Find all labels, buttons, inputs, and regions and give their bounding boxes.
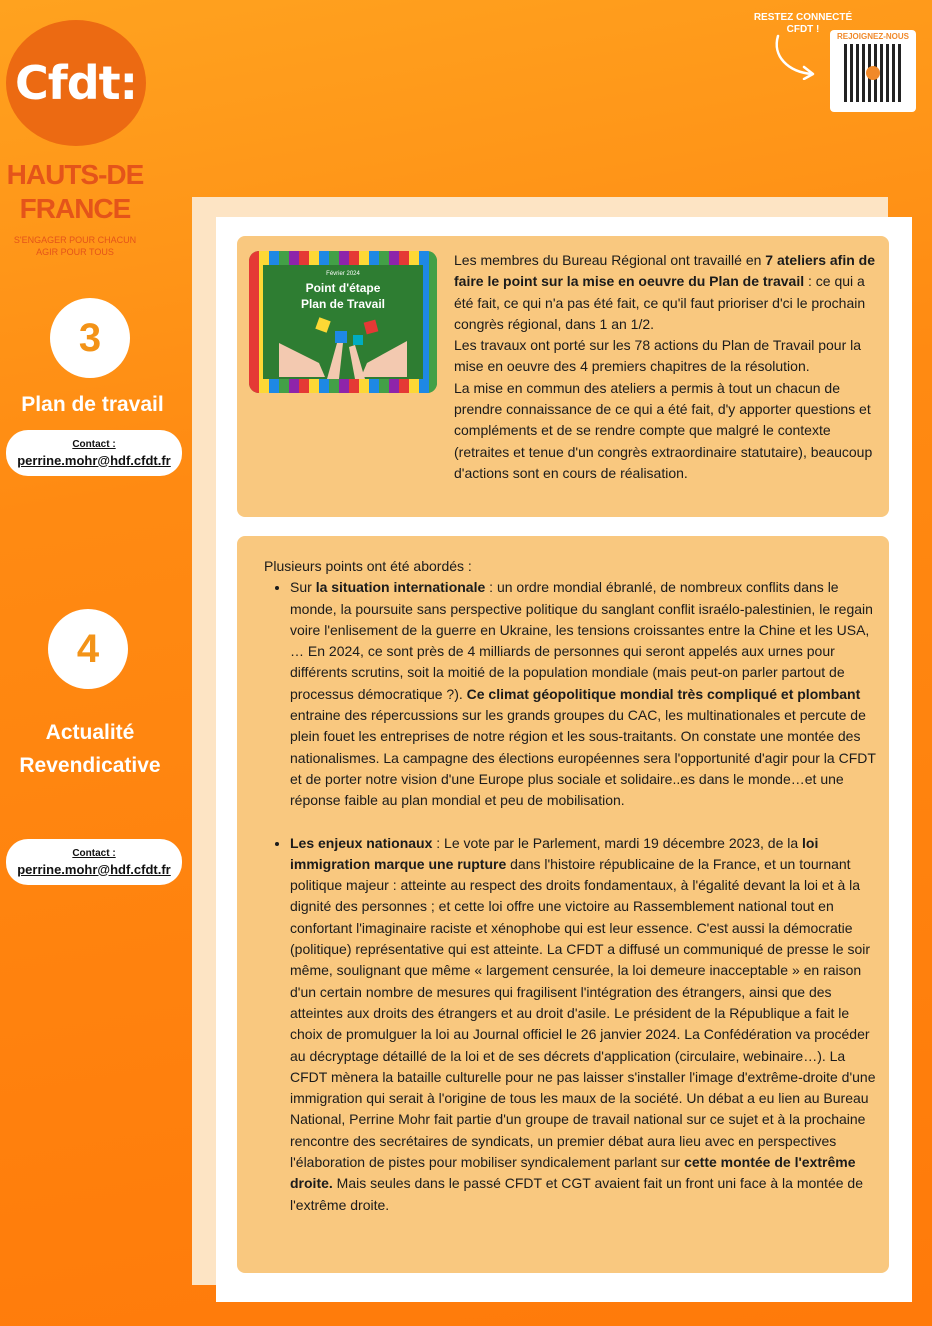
qr-code-icon: [844, 44, 902, 102]
section-number-3: 3: [50, 298, 130, 378]
region-name: [0, 158, 150, 226]
text-run: : ce qui a été fait, ce qui n'a pas été fait, ce qu'il faut prioriser d'ci le prochain congrès régional, dans 1 an 1/2.: [454, 273, 866, 332]
region-line-1: HAUTS-DE: [6, 159, 144, 190]
curved-arrow-icon: [770, 34, 820, 80]
contact-email-link[interactable]: perrine.mohr@hdf.cfdt.fr: [17, 861, 171, 877]
intro-paragraph-1: [454, 250, 878, 335]
points-list: [264, 577, 880, 1216]
bold-run: Ce climat géopolitique mondial très compliqué et plombant: [466, 685, 861, 702]
intro-paragraph-3: La mise en commun des ateliers a permis à tout un chacun de prendre connaissance de ce qui a été fait, d'y apporter questions et compléments et de se rendre compte que malgré le contexte (retraites et tenue d'un congrès extraordinaire statutaire), beaucoup d'actions sont en cours de réalisation.: [454, 379, 873, 481]
text-run: : un ordre mondial ébranlé, de nombreux conflits dans le monde, la poursuite sans perspective politique du sanglant conflit israélo-palestinien, le regain voire l'enlisement de la guerre en Ukraine, les tensions croissantes entre la Chine et les USA, … En 2024, ce sont près de 4 milliards de personnes qui seront appelés aux urnes pour différents scrutins, soit la moitié de la population mondiale (mais peut-on parler partout de processus démocratique ?).: [290, 579, 873, 702]
bold-run: Les enjeux nationaux: [290, 834, 433, 851]
logo-text: Cfdt:: [14, 56, 138, 110]
illustration-date: Février 2024: [326, 271, 360, 277]
tagline-line-1: S'ENGAGER POUR CHACUN: [13, 235, 137, 245]
text-run: Sur: [290, 579, 316, 596]
bold-run: 7 ateliers afin de faire le point sur la mise en oeuvre du Plan de travail: [454, 252, 876, 290]
contact-email-link[interactable]: perrine.mohr@hdf.cfdt.fr: [17, 452, 171, 468]
section-title-line: Plan de travail: [21, 393, 164, 416]
illustration-title-line-2: Plan de Travail: [300, 297, 386, 311]
puzzle-illustration: [249, 251, 437, 393]
text-run: Les membres du Bureau Régional ont travaillé en: [454, 252, 766, 268]
qr-code[interactable]: [830, 30, 916, 112]
points-lead: Plusieurs points ont été abordés :: [264, 558, 472, 574]
list-item: [290, 577, 880, 811]
contact-card-1: [6, 430, 182, 476]
text-run: Mais seules dans le passé CFDT et CGT avaient fait un front uni face à la montée de l'extrême droite.: [290, 1175, 863, 1213]
bold-run: cette montée de l'extrême droite.: [290, 1154, 856, 1192]
bold-run: la situation internationale: [315, 579, 486, 596]
intro-text: [454, 250, 878, 484]
text-run: : Le vote par le Parlement, mardi 19 décembre 2023, de la: [432, 834, 803, 851]
hands-icon: [279, 313, 407, 379]
connect-line-2: CFDT !: [786, 24, 820, 35]
section-title-line-2: Revendicative: [19, 754, 161, 777]
text-run: entraine des répercussions sur les grands groupes du CAC, les multinationales et percute de plein fouet les entreprises de notre région et les sous-traitants. On constate une montée des nationalismes. La campagne des élections européennes sera l'opportunité d'agir pour la CFDT et de porter notre vision d'une Europe plus sociale et solidaire..es dans le monde…et une réponse faible au plan mondial et peu de mobilisation.: [290, 707, 876, 809]
intro-paragraph-2: Les travaux ont porté sur les 78 actions du Plan de Travail pour la mise en oeuvre des 4 premiers chapitres de la résolution.: [454, 337, 862, 375]
cfdt-logo: [6, 20, 146, 146]
region-line-2: FRANCE: [19, 193, 131, 224]
contact-card-2: [6, 839, 182, 885]
points-text: [264, 556, 880, 1216]
qr-label: REJOIGNEZ-NOUS: [836, 32, 909, 41]
text-run: dans l'histoire républicaine de la France, et un tournant politique majeur : atteinte au respect des droits fondamentaux, à l'égalité devant la loi et à la dignité des personnes ; et cette loi offre une victoire au Rassemblement national tout en confortant l'imaginaire raciste et xénophobe qui est leur essence. C'est aussi la démocratie (politique) représentative qui est atteinte. La CFDT a diffusé un communiqué de presse le soir même, soulignant que même « largement censurée, la loi demeure inacceptable » en raison d'un certain nombre de mesures qui fragilisent l'intégration des étrangers, ainsi que des atteintes aux droits des étrangers et au droit d'asile. Le président de la République a fait le choix de promulguer la loi au Journal officiel le 26 janvier 2024. La Confédération va procéder au décryptage détaillé de la loi et de ses décrets d'application (circulaire, webinaire…). La CFDT mènera la bataille culturelle pour ne pas laisser s'installer l'image d'extrême-droite d'une immigration qui serait à l'origine de tous les maux de la société. Un débat a eu lien au Bureau National, Perrine Mohr fait partie d'un groupe de travail national sur ce sujet et à la prochaine rencontre des secrétaires de syndicats, un premier débat aura lieu avec en perspectives l'élaboration de pistes pour mobiliser syndicalement parlant sur: [290, 855, 876, 1171]
section-title-actualite-revendicative: [0, 716, 180, 782]
list-item: [290, 833, 880, 1216]
tagline: [0, 234, 150, 258]
bold-run: loi immigration marque une rupture: [290, 834, 819, 872]
tagline-line-2: AGIR POUR TOUS: [36, 247, 114, 257]
contact-label: Contact :: [72, 438, 116, 450]
illustration-title-line-1: Point d'étape: [305, 281, 381, 295]
section-number-4: 4: [48, 609, 128, 689]
contact-label: Contact :: [72, 847, 116, 859]
section-title-line-1: Actualité: [45, 721, 135, 744]
connect-line-1: RESTEZ CONNECTÉ: [753, 12, 853, 23]
section-title-plan-de-travail: [0, 388, 185, 421]
